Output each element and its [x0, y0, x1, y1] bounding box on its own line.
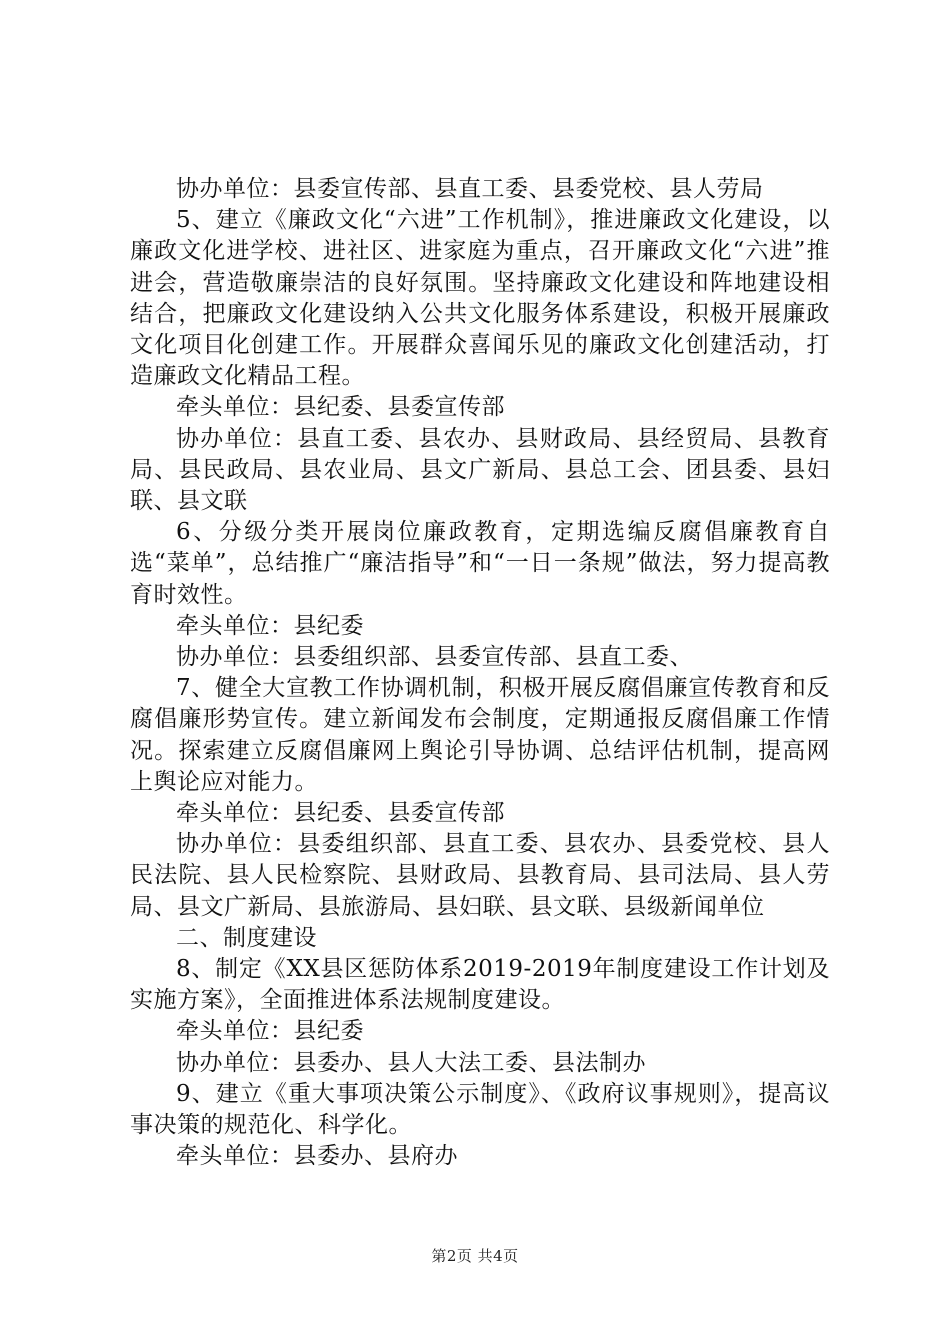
paragraph: 协办单位：县委宣传部、县直工委、县委党校、县人劳局	[176, 176, 764, 202]
paragraph: 牵头单位：县纪委	[176, 1018, 364, 1045]
paragraph: 协办单位：县委组织部、县直工委、县农办、县委党校、县人民法院、县人民检察院、县财政局、县教育局、县司法局、县人劳局、县文广新局、县旅游局、县妇联、县文联、县级新闻单位	[130, 831, 830, 920]
paragraph: 牵头单位：县委办、县府办	[176, 1143, 458, 1170]
page-number: 第2页 共4页	[431, 1247, 519, 1265]
paragraph: 协办单位：县直工委、县农办、县财政局、县经贸局、县教育局、县民政局、县农业局、县文广新局、县总工会、团县委、县妇联、县文联	[130, 425, 830, 515]
paragraph: 5、建立《廉政文化“六进”工作机制》，推进廉政文化建设，以廉政文化进学校、进社区、进家庭为重点，召开廉政文化“六进”推进会，营造敬廉崇洁的良好氛围。坚持廉政文化建设和阵地建设相结合，把廉政文化建设纳入公共文化服务体系建设，积极开展廉政文化项目化创建工作。开展群众喜闻乐见的廉政文化创建活动，打造廉政文化精品工程。	[130, 207, 830, 390]
paragraph: 牵头单位：县纪委	[176, 612, 364, 639]
paragraph: 7、健全大宣教工作协调机制，积极开展反腐倡廉宣传教育和反腐倡廉形势宣传。建立新闻发布会制度，定期通报反腐倡廉工作情况。探索建立反腐倡廉网上舆论引导协调、总结评估机制，提高网上舆论应对能力。	[130, 675, 830, 795]
paragraph: 8、制定《XX县区惩防体系2019-2019年制度建设工作计划及实施方案》，全面推进体系法规制度建设。	[130, 956, 830, 1014]
paragraph: 牵头单位：县纪委、县委宣传部	[176, 800, 505, 827]
paragraph: 协办单位：县委组织部、县委宣传部、县直工委、	[176, 644, 693, 671]
paragraph: 6、分级分类开展岗位廉政教育，定期选编反腐倡廉教育自选“菜单”，总结推广“廉洁指导”和“一日一条规”做法，努力提高教育时效性。	[130, 519, 830, 608]
paragraph: 协办单位：县委办、县人大法工委、县法制办	[176, 1049, 646, 1076]
document-body	[130, 174, 830, 1173]
section-heading: 二、制度建设	[176, 924, 317, 951]
paragraph: 9、建立《重大事项决策公示制度》、《政府议事规则》，提高议事决策的规范化、科学化。	[130, 1080, 830, 1139]
paragraph: 牵头单位：县纪委、县委宣传部	[176, 394, 505, 421]
